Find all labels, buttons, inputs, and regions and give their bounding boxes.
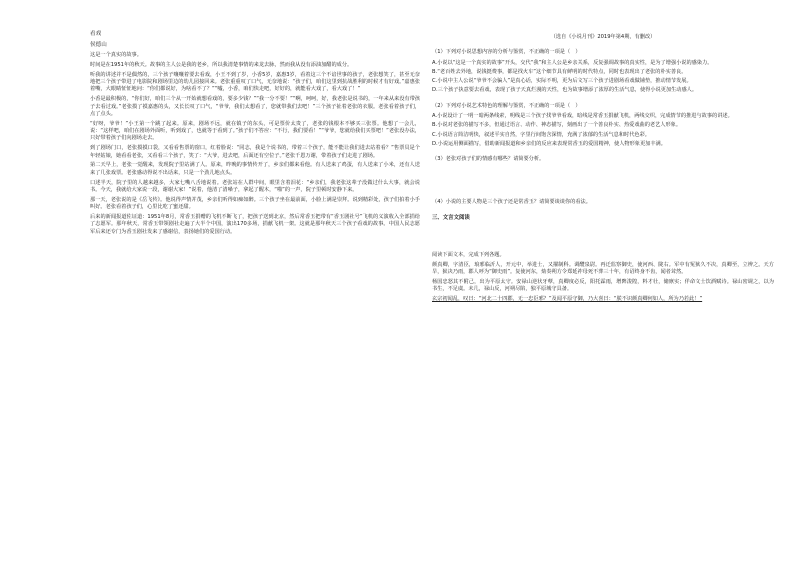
story-paragraph: 那一天，老张说的是《岳飞传》。他说得声情并茂，乡亲们听得如痴如醉。三个孩子坐在最前面，小脸上满是崇拜。说到精彩处，孩子们拍着小手叫好。老张看着孩子们，心里比吃了蜜还甜。 xyxy=(90,196,420,211)
left-column xyxy=(90,30,420,238)
story-paragraph: 第二天早上，老张一觉醒来，发现院子里站满了人。原来，昨晚的事情传开了，乡亲们都来看他。有人送来了鸡蛋，有人送来了小米，还有人送来了几张戏票。老张感动得说不出话来，只是一个劲儿地点头。 xyxy=(90,162,420,176)
question-1: （1）下列对小说思想内容的分析与鉴赏，不正确的一项是（ ） xyxy=(432,49,581,56)
question-2-option: D.小说运用侧面描写，借助新闻报道和乡亲们的反应来表现常香玉的爱国精神，使人物形象更加丰满。 xyxy=(432,140,666,147)
question-1-option: C.小说中主人公说“爷爷不会骗人”是真心话，实际不明，更为后文写三个孩子进剧场看戏做铺垫，推动情节发展。 xyxy=(432,78,692,85)
question-2-option: C.小说语言简洁明快，叙述平实自然，字里行间饱含深情，充满了浓郁的生活气息和时代色彩。 xyxy=(432,131,650,138)
story-paragraph: 口述半天，院子里的人越来越多，大家七嘴八舌地说着。老张站在人群中间，眼里含着泪花：“乡亲们，我老张这辈子没做过什么大事，就会说书。今天，我就给大家说一段，谢谢大家！”说着，他清了清嗓子，拿起了醒木，“啪”的一声，院子里顿时安静下来。 xyxy=(90,179,420,193)
question-1-option: A.小说以“这是一个真实的故事”开头，交代“我”和主人公是乡亲关系，反复强调故事的真实性，是为了增强小说的感染力。 xyxy=(432,59,713,66)
read-prompt: 阅读下面文本，完成下列各题。 xyxy=(432,251,505,258)
story-paragraph: 听我的讲述并不是偶然的，三个孩子嚷嚷着要去看戏，小王不到了岁，小香5岁，嘉惠3岁，看着这三个不谙世事的孩子，老张想笑了，甚至无奈地把三个孩子带进了电影院和剧场里边的幼儿园接回来。老张重重叹了口气，无奈地说：“孩子们，咱们这里到抗战胜利的时候才有好戏。”嘉惠张着嘴，大眼睛怔怔地问：“你们都说好，为啥看不了？”“嘘，小香，咱们快走吧，好好的，就能看大戏了，看大戏了！” xyxy=(90,71,420,93)
story-author: 侯德山 xyxy=(90,42,107,48)
question-2-option: A.小说设计了一明一暗两条线索，明线是三个孩子找爷爷看戏，暗线是常香玉捐献飞机，两线交织，完成情节的推进与故事的讲述。 xyxy=(432,113,733,120)
question-1-option: D.三个孩子执意要去看戏，表现了孩子天真烂漫的天性，也为故事增添了浓厚的生活气息，使得小说更加生动感人。 xyxy=(432,87,698,94)
question-2: （2）下列对小说艺术特色的理解与鉴赏，不正确的一项是（ ） xyxy=(432,102,581,109)
question-4: （4）小说的主要人物是三个孩子还是常香玉？请简要谈谈你的看法。 xyxy=(432,198,591,205)
section-title: 三、文言文阅读 xyxy=(432,214,470,221)
story-paragraph: 时间是在1951年的秋天。故事的主人公是我的老乡，所以我清楚事情的来龙去脉，然而我从没有添油加醋的成分。 xyxy=(90,61,353,68)
story-paragraph: 小香是最积极的，“你们好，咱们三个从一开始就想看戏的，要多少钱？”“我一分不要！”“啊，呵呵，好，我老张是说书的，一年来从来没有带孩子去看过戏。”老张摸了摸嘉惠的头，又长长叹了口气，“爷爷，我们太想看了，您就带我们去吧！”三个孩子扯着老张的衣服。老张看着孩子们，点了点头。 xyxy=(90,96,420,117)
classical-paragraph: 杨国忠怒其不附己，出为平原太守。安禄山逆状牙孽，真卿度必反，阳托霖雨，增陴浚隍，料才壮，储廪实；佯命文士饮酒赋诗。禄山密觇之，以为书生，不足虞。未几，禄山反，河朔尽陷，独平原城守具备。 xyxy=(432,278,774,293)
story-source: （选自《小说月刊》2019年第4期，有删改） xyxy=(550,34,656,40)
story-title: 看戏 xyxy=(90,31,102,37)
question-3: （3）老张对孩子们的情感有哪些？请简要分析。 xyxy=(432,156,545,163)
story-paragraph: 这是一个真实的故事。 xyxy=(90,52,142,58)
classical-paragraph: 玄宗初闻乱，叹曰：“河北二十四郡，无一忠臣邪？”及闻平原守御，乃大喜曰：“朕不识颜真卿何如人，所为乃若此！” xyxy=(432,296,703,303)
classical-paragraph: 颜真卿，字清臣，琅邪临沂人，开元中，举进士，又擢制科。调醴泉尉。再迁监察御史，使河西、陇右。军中有冤狱久不决，真卿至，立辨之。天方旱，狱决乃雨，郡人呼为“御史雨”。复使河东，劾奏朔方令郑延祚母死不葬三十年，有诏终身不齿，闻者耸然。 xyxy=(432,261,774,276)
story-paragraph: 后来的新闻报道佐证道：1951年8月，常香玉捐赠的飞机不断飞了，把孩子送到北京，然后常香玉把带有“香玉剧社号”飞机的义演收入全部捐给了志愿军。那年秋天，常香玉带领剧社走遍了大半个中国，演出170多场，捐献飞机一架。这就是那年秋天三个孩子看戏的故事。中国人民志愿军后来还专门为香玉剧社发来了感谢信，表扬她们的爱国行动。 xyxy=(90,213,420,235)
question-1-option: B.“老百姓去外地，说钱挺费事，都是找火车”这个细节具有鲜明的时代特点，同时也表现出了老张的朴实善良。 xyxy=(432,68,687,75)
story-paragraph: 到了剧场门口，老张摸摸口袋，又看看售票的窗口，红着脸说：“同志，我是个说书的，带着三个孩子，能不能让我们进去站着看？”售票员是个年轻姑娘，她看看老张，又看看三个孩子，笑了：“大爷，进去吧，后面还有空位子。”老张千恩万谢，带着孩子们走进了剧场。 xyxy=(90,145,420,159)
right-column xyxy=(432,30,774,306)
answer-space xyxy=(432,167,774,191)
question-2-option: B.小说对老张的描写不多，但通过语言、动作、神态描写，刻画出了一个善良朴实、热爱戏曲的老艺人形象。 xyxy=(432,122,682,129)
story-paragraph: “好呀，爷爷！”小王第一个跳了起来。原来，剧场不远，就在镇子的东头，可是票价太贵了，老张的钱根本不够买三张票。他想了一会儿，说：“这样吧，咱们在剧场外面听，听到戏了，也就等于看到了。”孩子们不答应：“不行，我们要看！”“爷爷，您就给我们买票吧！”老张没办法，只好带着孩子们向剧场走去。 xyxy=(90,120,420,142)
